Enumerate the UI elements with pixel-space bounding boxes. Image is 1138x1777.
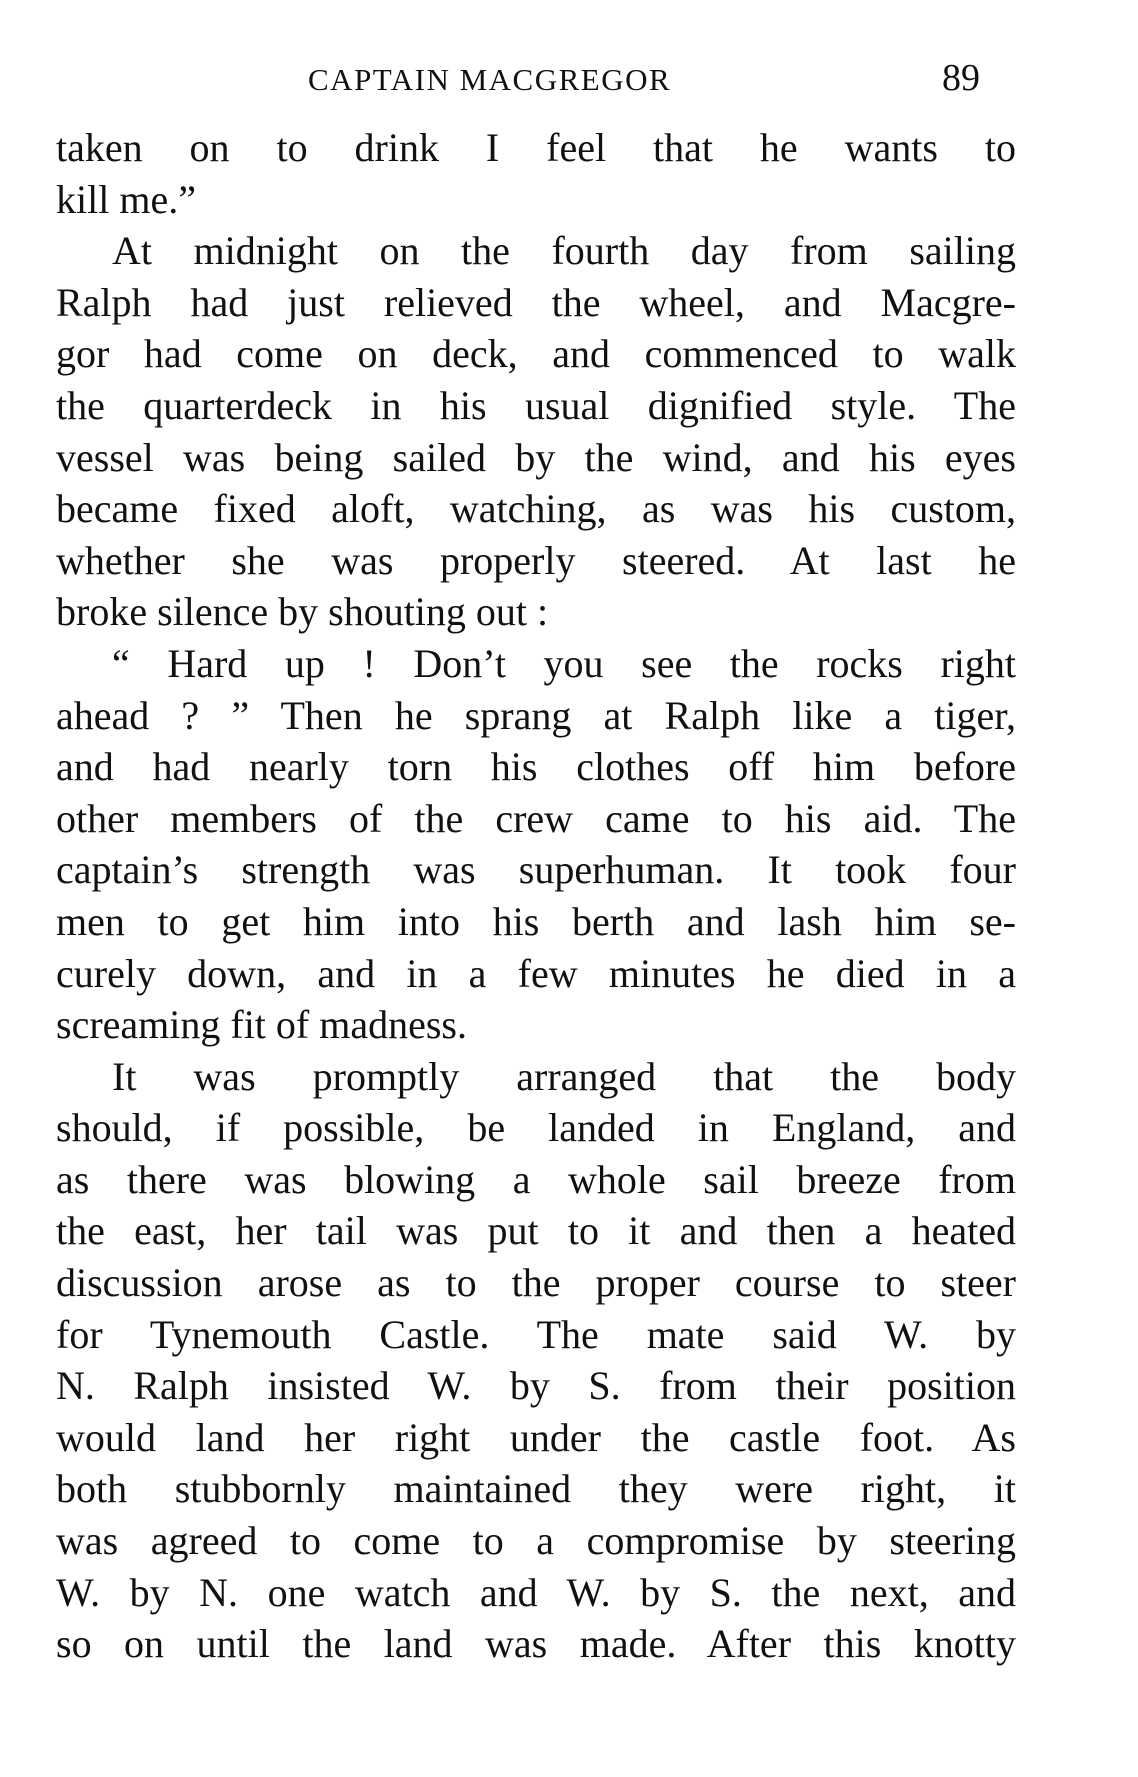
text-line: was agreed to come to a compromise by steering (56, 1518, 1016, 1564)
text-line: “ Hard up ! Don’t you see the rocks right (112, 640, 1016, 686)
text-line: both stubbornly maintained they were right, it (56, 1466, 1016, 1512)
text-line: ahead ? ” Then he sprang at Ralph like a tiger, (56, 692, 1016, 738)
running-head (56, 52, 1016, 112)
page-number: 89 (942, 57, 980, 99)
text-line: would land her right under the castle foot. As (56, 1414, 1016, 1460)
text-line: and had nearly torn his clothes off him before (56, 744, 1016, 790)
text-line: captain’s strength was superhuman. It took four (56, 847, 1016, 893)
text-line: the quarterdeck in his usual dignified style. The (56, 382, 1016, 428)
text-line: became fixed aloft, watching, as was his custom, (56, 486, 1016, 532)
text-line: It was promptly arranged that the body (112, 1053, 1016, 1099)
text-line: whether she was properly steered. At last he (56, 537, 1016, 583)
text-line: for Tynemouth Castle. The mate said W. by (56, 1311, 1016, 1357)
text-line: so on until the land was made. After this knotty (56, 1621, 1016, 1667)
running-title: CAPTAIN MACGREGOR (308, 62, 672, 97)
text-line: kill me.” (56, 176, 196, 222)
text-line: as there was blowing a whole sail breeze from (56, 1156, 1016, 1202)
book-page (56, 52, 1016, 1670)
text-line: screaming fit of madness. (56, 1002, 467, 1048)
text-line: taken on to drink I feel that he wants to (56, 125, 1016, 170)
text-line: N. Ralph insisted W. by S. from their position (56, 1363, 1016, 1409)
text-line: broke silence by shouting out : (56, 589, 549, 635)
text-line: the east, her tail was put to it and then a heated (56, 1208, 1016, 1254)
text-line: At midnight on the fourth day from sailing (112, 228, 1016, 274)
text-line: discussion arose as to the proper course to steer (56, 1260, 1016, 1306)
text-line: Ralph had just relieved the wheel, and Macgre- (56, 279, 1016, 325)
text-line: other members of the crew came to his aid. The (56, 795, 1016, 841)
text-line: vessel was being sailed by the wind, and his eyes (56, 434, 1016, 480)
text-line: should, if possible, be landed in England, and (56, 1105, 1016, 1151)
text-line: W. by N. one watch and W. by S. the next, and (56, 1569, 1016, 1615)
body-text (56, 122, 1016, 1670)
text-line: gor had come on deck, and commenced to walk (56, 331, 1016, 377)
text-line: curely down, and in a few minutes he died in a (56, 950, 1016, 996)
text-line: men to get him into his berth and lash him se- (56, 898, 1016, 944)
